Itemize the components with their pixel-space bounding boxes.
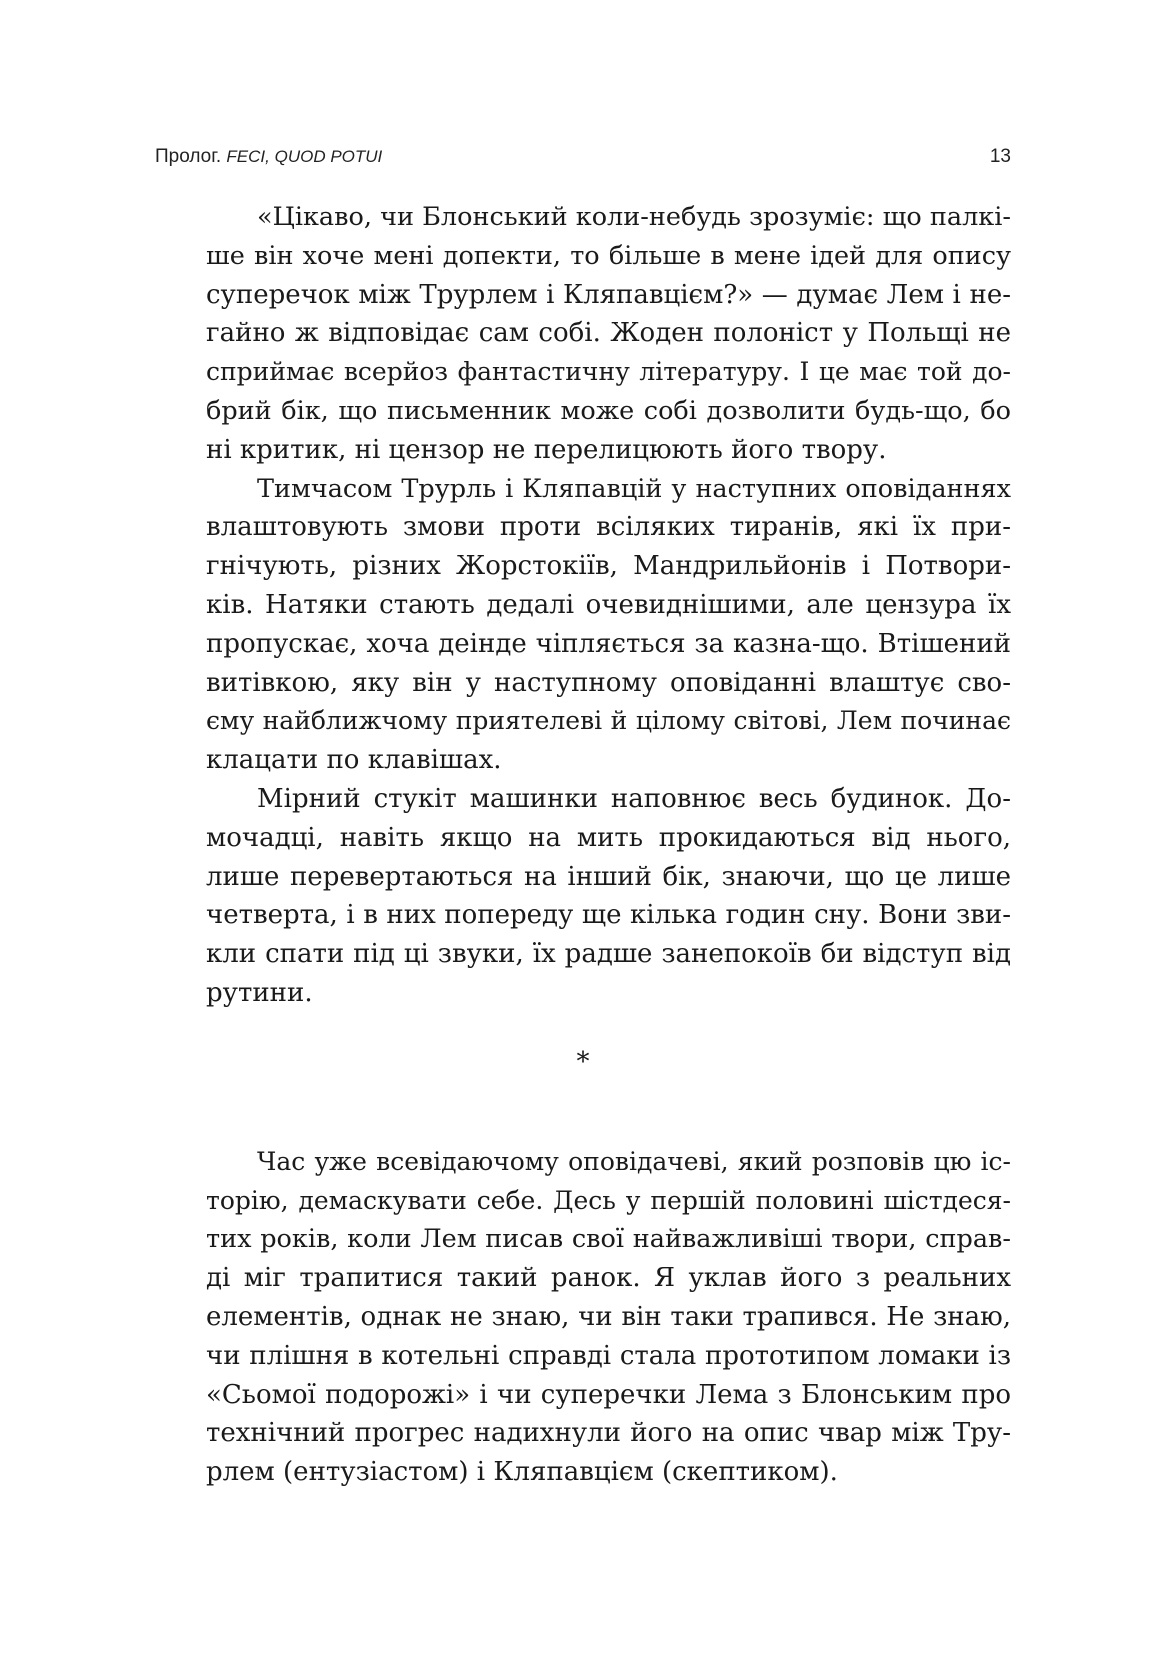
paragraph-2 xyxy=(155,470,1011,780)
text-line: пропускає, хоча деінде чіпляється за казна-що. Втішений xyxy=(206,628,1011,659)
text-line: торію, демаскувати себе. Десь у першій половині шістдеся- xyxy=(206,1185,1011,1215)
text-line: Тимчасом Трурль і Кляпавцій у наступних оповіданнях xyxy=(257,473,1011,504)
running-head xyxy=(155,146,1011,176)
running-head-section xyxy=(155,146,382,168)
text-line: ді міг трапитися такий ранок. Я уклав його з реальних xyxy=(206,1263,1011,1294)
text-line: сприймає всерйоз фантастичну літературу. І це має той до- xyxy=(206,357,1011,387)
asterisk-divider: * xyxy=(576,1046,590,1077)
text-line: «Сьомої подорожі» і чи суперечки Лема з Блонським про xyxy=(206,1379,1011,1410)
text-line: брий бік, що письменник може собі дозволити будь-що, бо xyxy=(206,395,1011,426)
text-line: суперечок між Трурлем і Кляпавцієм?» — думає Лем і не- xyxy=(206,279,1011,310)
text-line: елементів, однак не знаю, чи він таки трапився. Не знаю, xyxy=(206,1301,1011,1332)
text-line: гнічують, різних Жорстокіїв, Мандрильйонів і Потвори- xyxy=(206,551,1011,582)
text-line: єму найближчому приятелеві й цілому світові, Лем починає xyxy=(206,706,1011,736)
text-line: рлем (ентузіастом) і Кляпавцієм (скептиком). xyxy=(206,1457,838,1488)
text-line: клацати по клавішах. xyxy=(206,745,502,776)
text-line: чи плішня в котельні справді стала прототипом ломаки із xyxy=(206,1340,1011,1371)
section-title: FECI, QUOD POTUI xyxy=(226,147,383,166)
text-line: Час уже всевідаючому оповідачеві, який розповів цю іс- xyxy=(257,1146,1011,1176)
paragraph-3 xyxy=(155,780,1011,1013)
text-line: витівкою, яку він у наступному оповіданні влаштує сво- xyxy=(206,667,1011,698)
text-line: технічний прогрес надихнули його на опис чвар між Тру- xyxy=(206,1418,1011,1449)
text-line: Мірний стукіт машинки наповнює весь будинок. До- xyxy=(257,783,1011,814)
text-line: лише перевертаються на інший бік, знаючи, що це лише xyxy=(206,861,1011,892)
text-line: ків. Натяки стають дедалі очевиднішими, але цензура їх xyxy=(206,589,1011,620)
text-line: ше він хоче мені допекти, то більше в мене ідей для опису xyxy=(206,240,1011,271)
text-line: четверта, і в них попереду ще кілька годин сну. Вони зви- xyxy=(206,900,1011,931)
text-line: ні критик, ні цензор не перелицюють його твору. xyxy=(206,434,887,465)
page-number: 13 xyxy=(989,146,1011,167)
text-line: «Цікаво, чи Блонський коли-небудь зрозуміє: що палкі- xyxy=(257,202,1011,232)
page-body xyxy=(155,198,1011,1492)
text-line: мочадці, навіть якщо на мить прокидаються від нього, xyxy=(206,822,1011,853)
text-line: тих років, коли Лем писав свої найважливіші твори, справ- xyxy=(206,1224,1011,1255)
text-line: рутини. xyxy=(206,977,313,1008)
text-line: влаштовують змови проти всіляких тиранів, які їх при- xyxy=(206,512,1011,543)
section-label: Пролог. xyxy=(155,146,222,167)
section-break xyxy=(155,1013,1011,1143)
paragraph-4 xyxy=(155,1143,1011,1492)
text-line: кли спати під ці звуки, їх радше занепокоїв би відступ від xyxy=(206,939,1011,970)
text-line: гайно ж відповідає сам собі. Жоден полоніст у Польщі не xyxy=(206,318,1011,349)
paragraph-1 xyxy=(155,198,1011,470)
